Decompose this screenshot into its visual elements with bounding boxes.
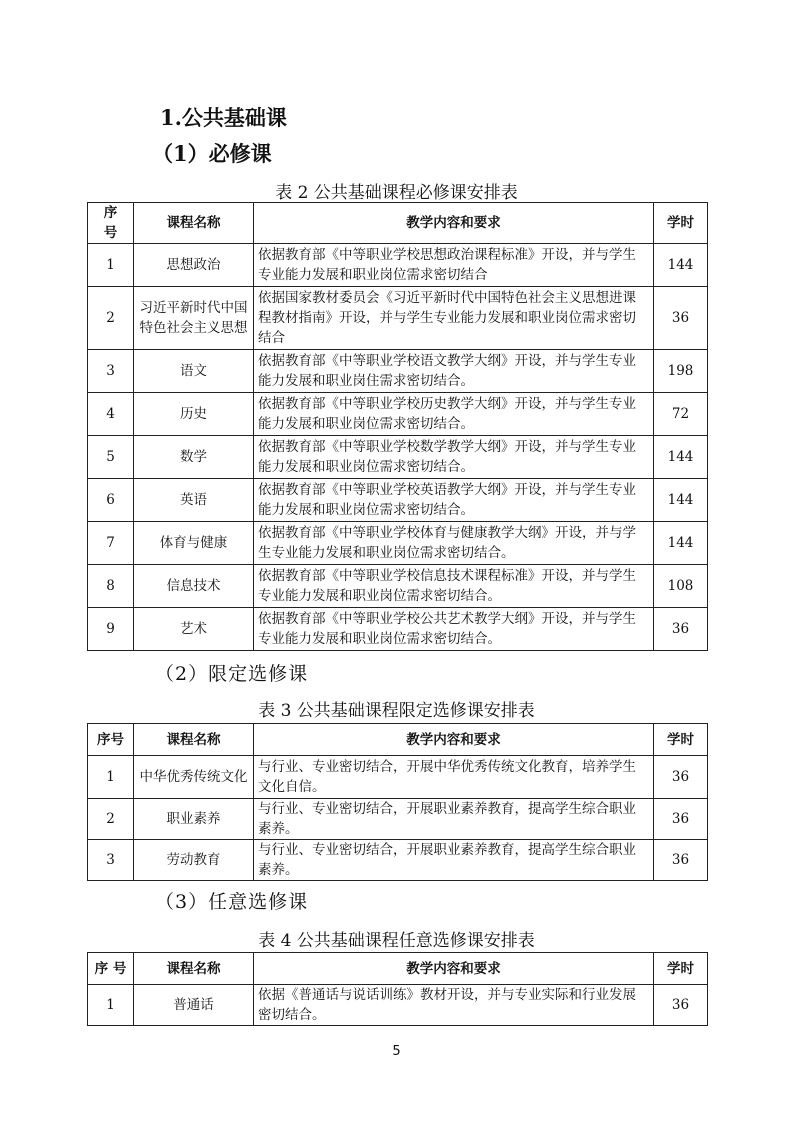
cell-hours: 144 bbox=[654, 244, 708, 287]
cell-hours: 36 bbox=[654, 840, 708, 881]
cell-no: 3 bbox=[88, 840, 134, 881]
header-hours: 学时 bbox=[654, 724, 708, 756]
header-content: 教学内容和要求 bbox=[254, 953, 654, 985]
header-content: 教学内容和要求 bbox=[254, 724, 654, 756]
cell-hours: 36 bbox=[654, 287, 708, 350]
header-no: 序号 bbox=[88, 203, 134, 244]
cell-no: 2 bbox=[88, 799, 134, 840]
cell-course-name: 语文 bbox=[134, 350, 254, 393]
cell-no: 1 bbox=[88, 244, 134, 287]
cell-no: 9 bbox=[88, 608, 134, 651]
cell-no: 6 bbox=[88, 479, 134, 522]
cell-course-name: 中华优秀传统文化 bbox=[134, 756, 254, 799]
header-no: 序 号 bbox=[88, 953, 134, 985]
page-number: 5 bbox=[392, 1044, 401, 1059]
header-hours: 学时 bbox=[654, 203, 708, 244]
header-hours: 学时 bbox=[654, 953, 708, 985]
table-row bbox=[88, 436, 708, 479]
cell-content: 依据教育部《中等职业学校英语教学大纲》开设，并与学生专业能力发展和职业岗位需求密切结合。 bbox=[254, 479, 654, 522]
cell-content: 依据教育部《中等职业学校体育与健康教学大纲》开设，并与学生专业能力发展和职业岗位需求密切结合。 bbox=[254, 522, 654, 565]
cell-no: 4 bbox=[88, 393, 134, 436]
cell-content: 依据教育部《中等职业学校信息技术课程标准》开设，并与学生专业能力发展和职业岗位需求密切结合。 bbox=[254, 565, 654, 608]
cell-content: 依据教育部《中等职业学校语文教学大纲》开设，并与学生专业能力发展和职业岗住需求密切结合。 bbox=[254, 350, 654, 393]
cell-no: 3 bbox=[88, 350, 134, 393]
cell-hours: 144 bbox=[654, 479, 708, 522]
cell-course-name: 艺术 bbox=[134, 608, 254, 651]
table-row bbox=[88, 244, 708, 287]
header-no: 序号 bbox=[88, 724, 134, 756]
cell-no: 5 bbox=[88, 436, 134, 479]
header-content: 教学内容和要求 bbox=[254, 203, 654, 244]
subsection-heading-required: （1）必修课 bbox=[152, 141, 272, 166]
table-row bbox=[88, 393, 708, 436]
cell-no: 1 bbox=[88, 756, 134, 799]
cell-no: 2 bbox=[88, 287, 134, 350]
table-row bbox=[88, 840, 708, 881]
table2-caption: 表 2 公共基础课程必修课安排表 bbox=[275, 183, 518, 203]
cell-hours: 144 bbox=[654, 436, 708, 479]
cell-hours: 198 bbox=[654, 350, 708, 393]
cell-course-name: 思想政治 bbox=[134, 244, 254, 287]
cell-content: 依据教育部《中等职业学校思想政治课程标准》开设，并与学生专业能力发展和职业岗位需求密切结合 bbox=[254, 244, 654, 287]
subsection-heading-optional: （3）任意选修课 bbox=[155, 891, 309, 913]
header-course-name: 课程名称 bbox=[134, 953, 254, 985]
cell-course-name: 信息技术 bbox=[134, 565, 254, 608]
cell-hours: 36 bbox=[654, 985, 708, 1026]
subsection-heading-restricted: （2）限定选修课 bbox=[155, 663, 309, 685]
cell-hours: 144 bbox=[654, 522, 708, 565]
cell-course-name: 劳动教育 bbox=[134, 840, 254, 881]
cell-content: 与行业、专业密切结合，开展中华优秀传统文化教育，培养学生文化自信。 bbox=[254, 756, 654, 799]
cell-content: 依据《普通话与说话训练》教材开设，并与专业实际和行业发展密切结合。 bbox=[254, 985, 654, 1026]
cell-no: 1 bbox=[88, 985, 134, 1026]
table-row bbox=[88, 756, 708, 799]
header-course-name: 课程名称 bbox=[134, 203, 254, 244]
cell-course-name: 英语 bbox=[134, 479, 254, 522]
table3-caption: 表 3 公共基础课程限定选修课安排表 bbox=[258, 701, 535, 721]
table3-header-row bbox=[88, 724, 708, 756]
header-course-name: 课程名称 bbox=[134, 724, 254, 756]
cell-hours: 36 bbox=[654, 756, 708, 799]
section-heading: 1.公共基础课 bbox=[160, 105, 287, 130]
table-row bbox=[88, 608, 708, 651]
table4 bbox=[87, 952, 708, 1026]
table4-header-row bbox=[88, 953, 708, 985]
table-row bbox=[88, 287, 708, 350]
table2-header-row bbox=[88, 203, 708, 244]
table-row bbox=[88, 565, 708, 608]
cell-course-name: 历史 bbox=[134, 393, 254, 436]
cell-content: 与行业、专业密切结合，开展职业素养教育，提高学生综合职业素养。 bbox=[254, 840, 654, 881]
cell-course-name: 职业素养 bbox=[134, 799, 254, 840]
cell-content: 依据教育部《中等职业学校数学教学大纲》开设，并与学生专业能力发展和职业岗位需求密切结合。 bbox=[254, 436, 654, 479]
cell-course-name: 体育与健康 bbox=[134, 522, 254, 565]
table-row bbox=[88, 522, 708, 565]
cell-hours: 36 bbox=[654, 799, 708, 840]
table-row bbox=[88, 799, 708, 840]
cell-content: 依据国家教材委员会《习近平新时代中国特色社会主义思想进课程教材指南》开设，并与学生专业能力发展和职业岗位需求密切结合 bbox=[254, 287, 654, 350]
cell-course-name: 习近平新时代中国特色社会主义思想 bbox=[134, 287, 254, 350]
cell-hours: 36 bbox=[654, 608, 708, 651]
cell-no: 7 bbox=[88, 522, 134, 565]
table2 bbox=[87, 202, 708, 651]
table-row bbox=[88, 350, 708, 393]
cell-hours: 108 bbox=[654, 565, 708, 608]
cell-hours: 72 bbox=[654, 393, 708, 436]
table3 bbox=[87, 723, 708, 881]
cell-no: 8 bbox=[88, 565, 134, 608]
cell-course-name: 数学 bbox=[134, 436, 254, 479]
table-row bbox=[88, 985, 708, 1026]
table-row bbox=[88, 479, 708, 522]
cell-content: 依据教育部《中等职业学校历史教学大纲》开设，并与学生专业能力发展和职业岗位需求密切结合。 bbox=[254, 393, 654, 436]
cell-content: 与行业、专业密切结合，开展职业素养教育，提高学生综合职业素养。 bbox=[254, 799, 654, 840]
cell-content: 依据教育部《中等职业学校公共艺术教学大纲》开设，并与学生专业能力发展和职业岗位需求密切结合。 bbox=[254, 608, 654, 651]
table4-caption: 表 4 公共基础课程任意选修课安排表 bbox=[258, 931, 535, 951]
cell-course-name: 普通话 bbox=[134, 985, 254, 1026]
